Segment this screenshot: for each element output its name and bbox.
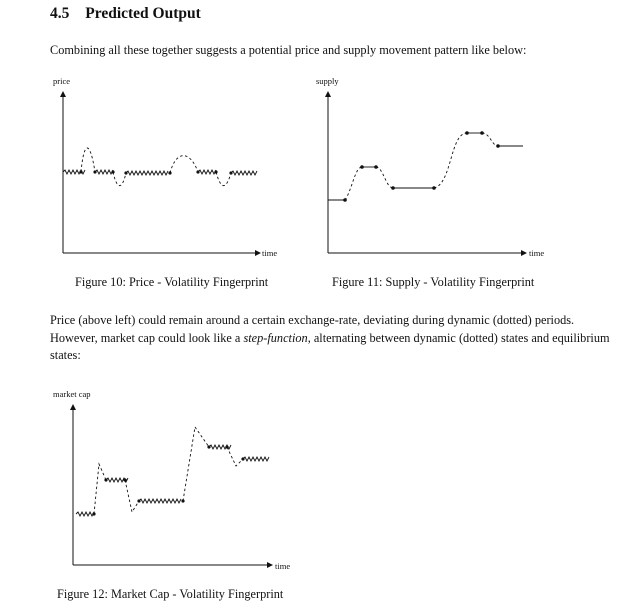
fig12-dynamic-segment [227, 447, 243, 466]
fig11-point [374, 165, 378, 169]
body-text-part1: Price (above left) could remain around a certain exchange-rate, deviating during dynamic (dotted) periods. However, market cap could look like a [50, 313, 575, 345]
fig10-stable-segment [198, 170, 216, 174]
fig10-x-label: time [262, 248, 278, 258]
fig11-point [496, 144, 500, 148]
fig11-point [360, 165, 364, 169]
fig11-point [480, 131, 484, 135]
fig11-dynamic-segment [482, 133, 498, 146]
figure-12-market-cap-chart [53, 389, 290, 571]
body-text-emphasis: step-function [243, 330, 308, 345]
fig11-point [465, 131, 469, 135]
fig12-dynamic-segment [94, 464, 106, 514]
fig12-point [225, 445, 228, 448]
fig11-x-label: time [529, 248, 545, 258]
fig12-dynamic-segment [125, 480, 139, 512]
figure-10-caption: Figure 10: Price - Volatility Fingerprint [75, 275, 269, 289]
fig10-point [229, 171, 232, 174]
fig12-stable-segment [139, 499, 181, 503]
fig12-point [181, 499, 184, 502]
fig10-point [93, 170, 96, 173]
fig12-point [104, 478, 107, 481]
fig12-point [207, 445, 210, 448]
fig12-stable-segment [76, 512, 94, 516]
fig10-stable-segment [126, 171, 168, 175]
fig10-point [214, 170, 217, 173]
section-title: Predicted Output [85, 5, 201, 22]
figure-11-caption: Figure 11: Supply - Volatility Fingerprint [332, 275, 535, 289]
fig10-point [124, 171, 127, 174]
fig10-dynamic-segment [113, 172, 126, 186]
intro-paragraph: Combining all these together suggests a potential price and supply movement pattern like below: [50, 43, 527, 57]
fig12-point [241, 457, 244, 460]
fig10-stable-segment [95, 170, 113, 174]
body-text-part2: , alternating between dynamic (dotted) states and equilibrium states: [50, 330, 610, 362]
fig11-point [432, 186, 436, 190]
fig10-point [111, 170, 114, 173]
fig10-stable-segment [231, 171, 257, 175]
fig12-dynamic-segment [183, 427, 209, 501]
fig10-point [196, 170, 199, 173]
fig11-dynamic-segment [376, 167, 393, 188]
fig11-dynamic-segment [345, 167, 362, 200]
fig11-point [391, 186, 395, 190]
body-paragraph [50, 312, 622, 365]
fig11-y-label: supply [316, 76, 339, 86]
section-number: 4.5 [50, 5, 70, 22]
fig10-dynamic-segment [216, 172, 231, 186]
fig11-point [343, 198, 347, 202]
fig12-point [137, 499, 140, 502]
fig10-point [79, 170, 82, 173]
fig12-y-label: market cap [53, 389, 91, 399]
figure-10-price-chart [53, 76, 277, 258]
fig12-stable-segment [243, 457, 269, 461]
fig10-point [168, 171, 171, 174]
fig11-dynamic-segment [434, 133, 467, 188]
fig12-point [92, 512, 95, 515]
fig10-dynamic-segment [81, 148, 95, 172]
figure-12-caption: Figure 12: Market Cap - Volatility Fingerprint [57, 587, 284, 601]
fig10-dynamic-segment [170, 156, 198, 173]
figure-11-supply-chart [316, 76, 544, 258]
fig12-point [123, 478, 126, 481]
fig12-x-label: time [275, 561, 291, 571]
fig10-y-label: price [53, 76, 70, 86]
